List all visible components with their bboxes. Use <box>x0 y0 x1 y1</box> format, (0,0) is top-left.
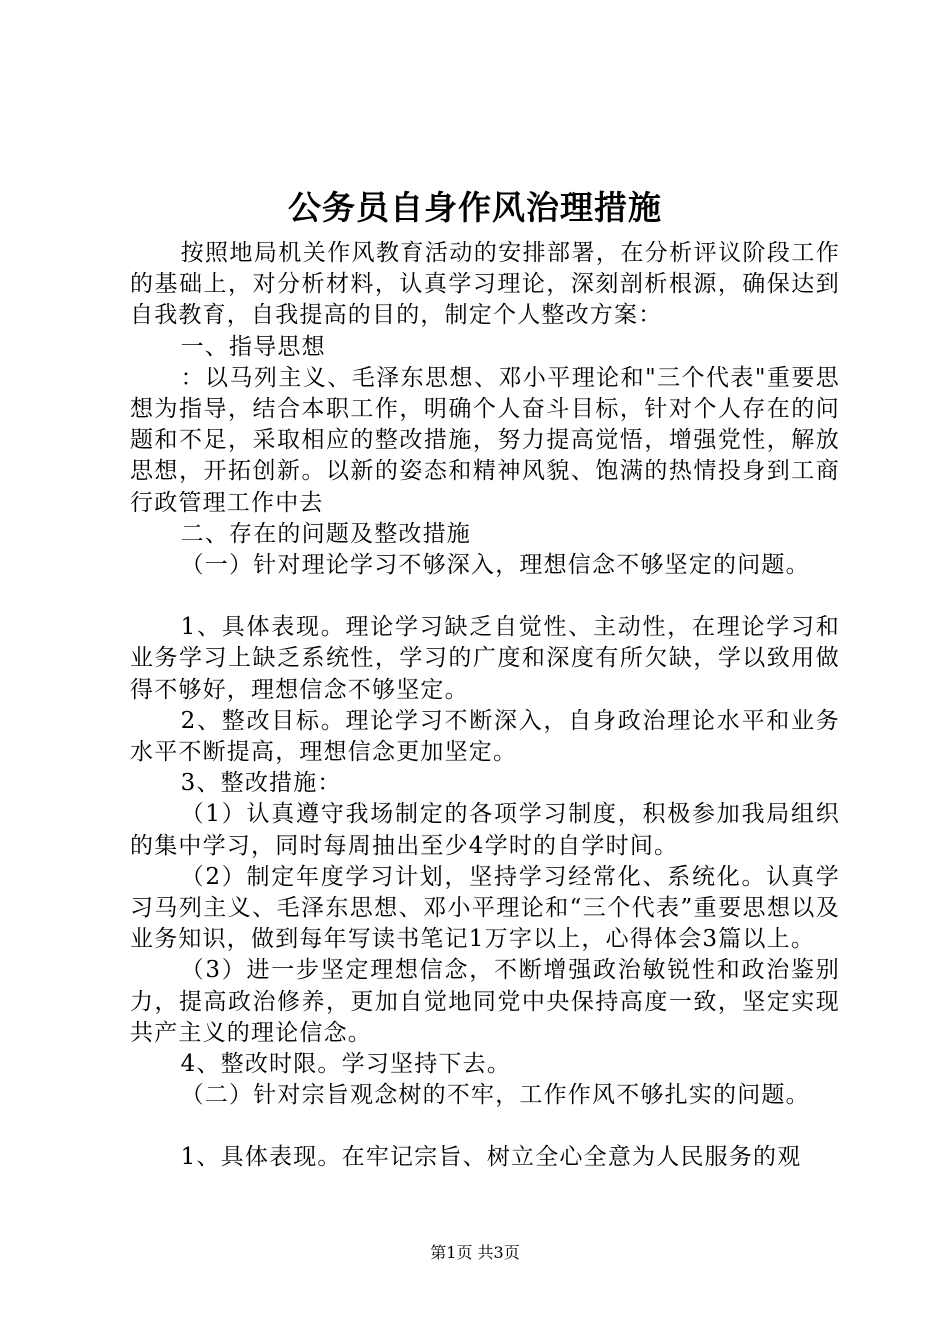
paragraph-specific-performance-2: 1、具体表现。在牢记宗旨、树立全心全意为人民服务的观 <box>180 1144 802 1171</box>
intro-paragraph: 按照地局机关作风教育活动的安排部署，在分析评议阶段工作的基础上，对分析材料，认真学习理论，深刻剖析根源，确保达到自我教育，自我提高的目的，制定个人整改方案： <box>130 240 840 329</box>
section-heading-problems-measures: 二、存在的问题及整改措施 <box>180 520 471 547</box>
page-footer: 第1页 共3页 <box>430 1243 520 1262</box>
paragraph-measure-1: （1）认真遵守我场制定的各项学习制度，积极参加我局组织的集中学习，同时每周抽出至少4学时的自学时间。 <box>130 801 840 859</box>
paragraph-rectification-deadline: 4、整改时限。学习坚持下去。 <box>180 1051 512 1078</box>
paragraph-rectification-goal: 2、整改目标。理论学习不断深入，自身政治理论水平和业务水平不断提高，理想信念更加坚定。 <box>130 707 840 766</box>
paragraph-specific-performance-1: 1、具体表现。理论学习缺乏自觉性、主动性，在理论学习和业务学习上缺乏系统性，学习的广度和深度有所欠缺，学以致用做得不够好，理想信念不够坚定。 <box>130 614 840 703</box>
document-body <box>130 238 840 1174</box>
paragraph-rectification-measures-heading: 3、整改措施： <box>180 770 342 797</box>
subsection-heading-purpose-awareness: （二）针对宗旨观念树的不牢，工作作风不够扎实的问题。 <box>180 1082 810 1109</box>
document-title: 公务员自身作风治理措施 <box>288 188 662 227</box>
paragraph-measure-3: （3）进一步坚定理想信念，不断增强政治敏锐性和政治鉴别力，提高政治修养，更加自觉地同党中央保持高度一致，坚定实现共产主义的理论信念。 <box>130 957 840 1046</box>
subsection-heading-theory-study: （一）针对理论学习不够深入，理想信念不够坚定的问题。 <box>180 552 810 579</box>
section-heading-guiding-ideology: 一、指导思想 <box>180 333 326 360</box>
guiding-ideology-paragraph: ：以马列主义、毛泽东思想、邓小平理论和"三个代表"重要思想为指导，结合本职工作，明确个人奋斗目标，针对个人存在的问题和不足，采取相应的整改措施，努力提高觉悟，增强党性，解放思想，开拓创新。以新的姿态和精神风貌、饱满的热情投身到工商行政管理工作中去 <box>130 364 840 516</box>
paragraph-measure-2: （2）制定年度学习计划，坚持学习经常化、系统化。认真学习马列主义、毛泽东思想、邓小平理论和“三个代表”重要思想以及业务知识，做到每年写读书笔记1万字以上，心得体会3篇以上。 <box>130 863 840 953</box>
